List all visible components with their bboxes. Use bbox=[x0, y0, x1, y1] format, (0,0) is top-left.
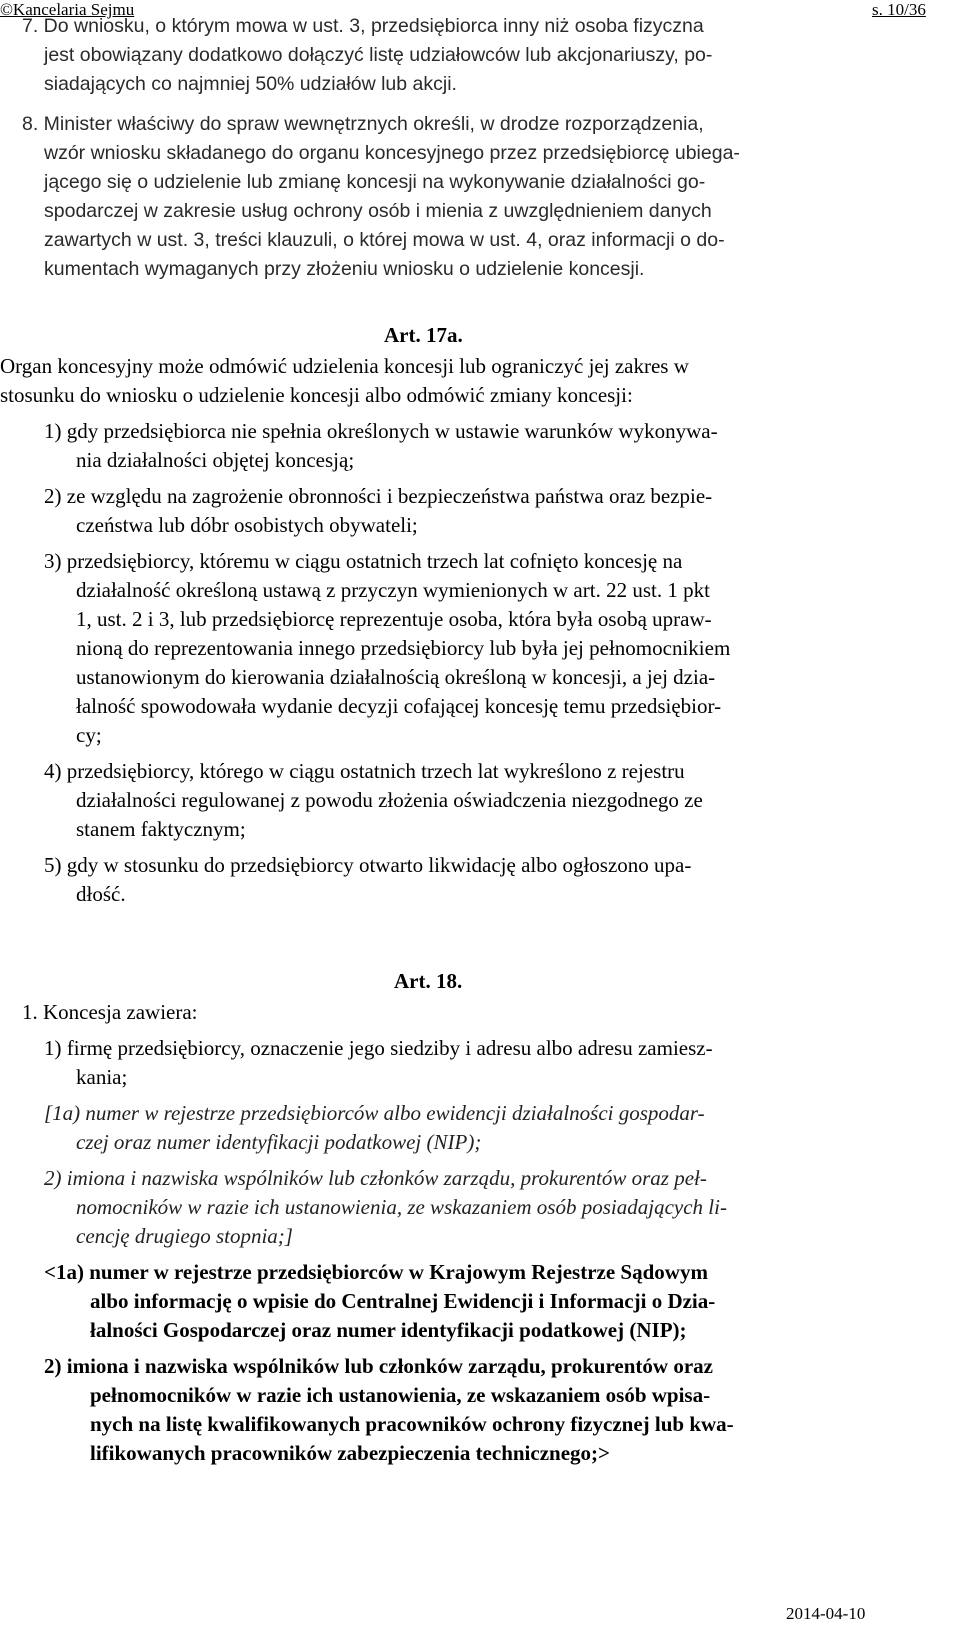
text-line: <1a) numer w rejestrze przedsiębiorców w Krajowym Rejestrze Sądowym bbox=[44, 1260, 708, 1284]
text-line: 1) firmę przedsiębiorcy, oznaczenie jego siedziby i adresu albo adresu zamiesz- bbox=[44, 1036, 713, 1060]
text-line: kumentach wymaganych przy złożeniu wniosku o udzielenie koncesji. bbox=[44, 258, 645, 280]
text-line: nych na listę kwalifikowanych pracowników ochrony fizycznej lub kwa- bbox=[90, 1412, 734, 1436]
text-line: łalności Gospodarczej oraz numer identyfikacji podatkowej (NIP); bbox=[90, 1318, 687, 1342]
text-line: 4) przedsiębiorcy, którego w ciągu ostatnich trzech lat wykreślono z rejestru bbox=[44, 759, 685, 783]
text-line: 7. Do wniosku, o którym mowa w ust. 3, przedsiębiorca inny niż osoba fizyczna bbox=[22, 15, 704, 37]
text-line: siadających co najmniej 50% udziałów lub akcji. bbox=[44, 73, 457, 95]
text-line: cy; bbox=[76, 723, 102, 747]
text-line: zawartych w ust. 3, treści klauzuli, o której mowa w ust. 4, oraz informacji o do- bbox=[44, 229, 725, 251]
text-line: 2) ze względu na zagrożenie obronności i bezpieczeństwa państwa oraz bezpie- bbox=[44, 484, 713, 508]
text-line: jącego się o udzielenie lub zmianę koncesji na wykonywanie działalności go- bbox=[44, 171, 706, 193]
article-17a-title: Art. 17a. bbox=[384, 323, 463, 347]
text-line: 5) gdy w stosunku do przedsiębiorcy otwarto likwidację albo ogłoszono upa- bbox=[44, 853, 692, 877]
text-line: 2) imiona i nazwiska wspólników lub członków zarządu, prokurentów oraz bbox=[44, 1354, 713, 1378]
text-line: jest obowiązany dodatkowo dołączyć listę udziałowców lub akcjonariuszy, po- bbox=[44, 44, 713, 66]
text-line: 2) imiona i nazwiska wspólników lub członków zarządu, prokurentów oraz peł- bbox=[44, 1166, 707, 1190]
article-18-intro: 1. Koncesja zawiera: bbox=[22, 1000, 198, 1024]
text-line: stanem faktycznym; bbox=[76, 817, 246, 841]
text-line: 8. Minister właściwy do spraw wewnętrznych określi, w drodze rozporządzenia, bbox=[22, 113, 704, 135]
text-line: czeństwa lub dóbr osobistych obywateli; bbox=[76, 513, 418, 537]
text-line: pełnomocników w razie ich ustanowienia, ze wskazaniem osób wpisa- bbox=[90, 1383, 711, 1407]
text-line: cencję drugiego stopnia;] bbox=[76, 1224, 293, 1248]
text-line: łalność spowodowała wydanie decyzji cofającej koncesję temu przedsiębior- bbox=[76, 694, 722, 718]
text-line: nioną do reprezentowania innego przedsiębiorcy lub była jej pełnomocnikiem bbox=[76, 636, 731, 660]
text-line: Organ koncesyjny może odmówić udzielenia koncesji lub ograniczyć jej zakres w bbox=[0, 354, 689, 378]
text-line: nia działalności objętej koncesją; bbox=[76, 448, 355, 472]
text-line: kania; bbox=[76, 1065, 128, 1089]
text-line: albo informację o wpisie do Centralnej Ewidencji i Informacji o Dzia- bbox=[90, 1289, 716, 1313]
footer-date: 2014-04-10 bbox=[786, 1604, 866, 1623]
text-line: czej oraz numer identyfikacji podatkowej (NIP); bbox=[76, 1130, 482, 1154]
text-line: nomocników w razie ich ustanowienia, ze wskazaniem osób posiadających li- bbox=[76, 1195, 727, 1219]
text-line: 1) gdy przedsiębiorca nie spełnia określonych w ustawie warunków wykonywa- bbox=[44, 419, 718, 443]
text-line: 3) przedsiębiorcy, któremu w ciągu ostatnich trzech lat cofnięto koncesję na bbox=[44, 549, 683, 573]
text-line: lifikowanych pracowników zabezpieczenia technicznego;> bbox=[90, 1441, 610, 1465]
copyright-header: ©Kancelaria Sejmu bbox=[0, 0, 135, 19]
text-line: wzór wniosku składanego do organu koncesyjnego przez przedsiębiorcę ubiega- bbox=[44, 142, 740, 164]
article-18-title: Art. 18. bbox=[394, 969, 463, 993]
text-line: [1a) numer w rejestrze przedsiębiorców albo ewidencji działalności gospodar- bbox=[44, 1101, 705, 1125]
text-line: działalności regulowanej z powodu złożenia oświadczenia niezgodnego ze bbox=[76, 788, 703, 812]
page-number: s. 10/36 bbox=[872, 0, 926, 19]
text-line: stosunku do wniosku o udzielenie koncesji albo odmówić zmiany koncesji: bbox=[0, 383, 633, 407]
text-line: działalność określoną ustawą z przyczyn wymienionych w art. 22 ust. 1 pkt bbox=[76, 578, 710, 602]
text-line: dłość. bbox=[76, 882, 126, 906]
text-line: 1, ust. 2 i 3, lub przedsiębiorcę reprezentuje osoba, która była osobą upraw- bbox=[76, 607, 712, 631]
text-line: spodarczej w zakresie usług ochrony osób i mienia z uwzględnieniem danych bbox=[44, 200, 712, 222]
text-line: ustanowionym do kierowania działalnością określoną w koncesji, a jej dzia- bbox=[76, 665, 716, 689]
